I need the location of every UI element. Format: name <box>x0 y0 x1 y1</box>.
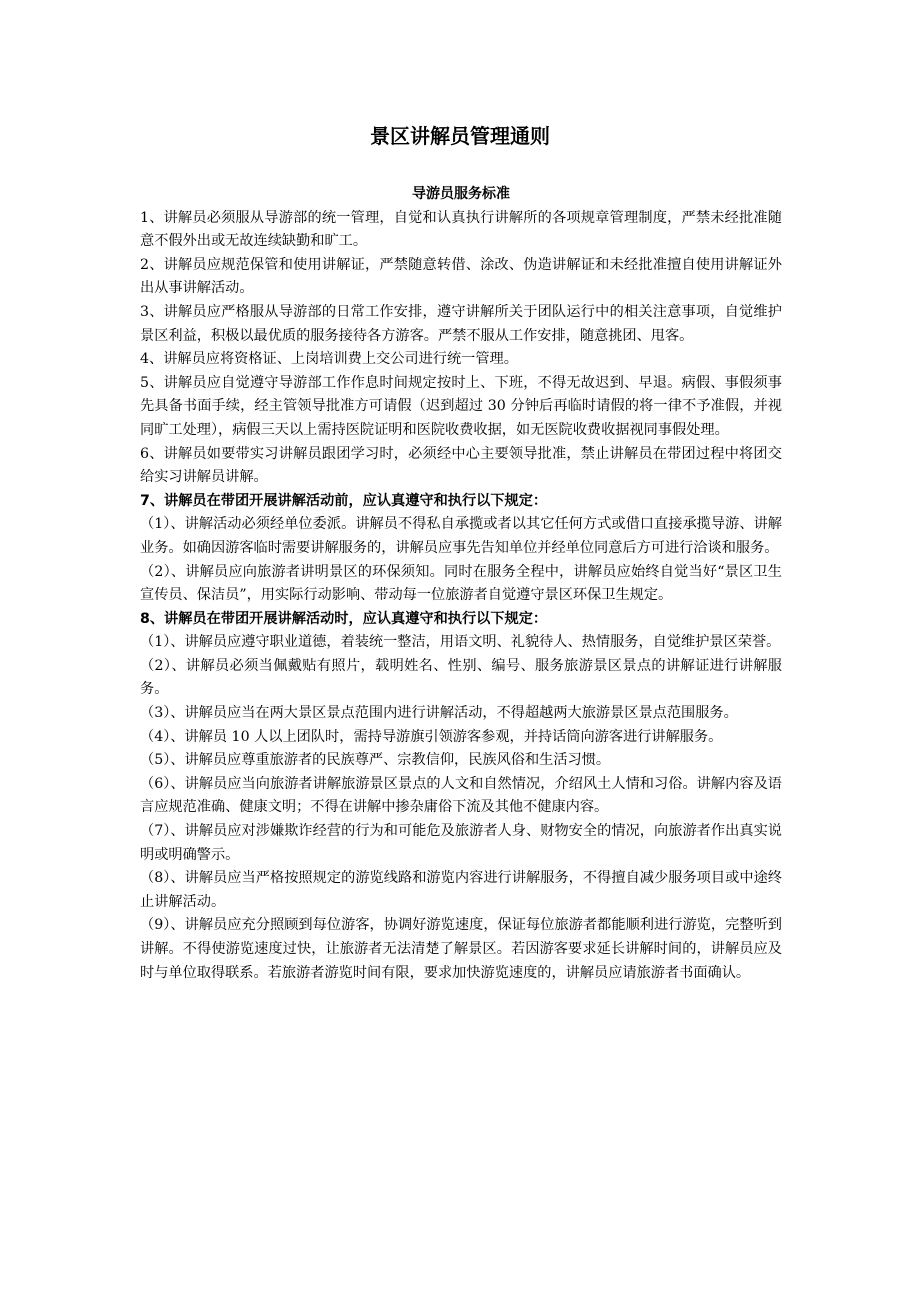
rule-paragraph: （2）、讲解员应向旅游者讲明景区的环保须知。同时在服务全程中，讲解员应始终自觉当好“景区卫生宣传员、保洁员”，用实际行动影响、带动每一位旅游者自觉遵守景区环保卫生规定。 <box>140 563 782 604</box>
rule-paragraph: （7）、讲解员应对涉嫌欺诈经营的行为和可能危及旅游者人身、财物安全的情况，向旅游者作出真实说明或明确警示。 <box>140 823 782 863</box>
rule-paragraph: （1）、讲解员应遵守职业道德，着装统一整洁，用语文明、礼貌待人、热情服务，自觉维护景区荣誉。 <box>140 634 781 651</box>
paragraph-list <box>140 207 782 986</box>
section-heading-paragraph: 8、讲解员在带团开展讲解活动时，应认真遵守和执行以下规定： <box>140 610 548 627</box>
rule-paragraph: （2）、讲解员必须当佩戴贴有照片，载明姓名、性别、编号、服务旅游景区景点的讲解证进行讲解服务。 <box>140 657 782 698</box>
document-body <box>140 183 782 985</box>
rule-paragraph: （3）、讲解员应当在两大景区景点范围内进行讲解活动，不得超越两大旅游景区景点范围服务。 <box>140 705 738 722</box>
rule-paragraph: （5）、讲解员应尊重旅游者的民族尊严、宗教信仰，民族风俗和生活习惯。 <box>140 752 611 769</box>
section-heading-paragraph: 7、讲解员在带团开展讲解活动前，应认真遵守和执行以下规定： <box>140 492 548 509</box>
rule-paragraph: 6、讲解员如要带实习讲解员跟团学习时，必须经中心主要领导批准，禁止讲解员在带团过程中将团交给实习讲解员讲解。 <box>140 445 782 486</box>
rule-paragraph: 1、讲解员必须服从导游部的统一管理，自觉和认真执行讲解所的各项规章管理制度，严禁未经批准随意不假外出或无故连续缺勤和旷工。 <box>140 209 782 250</box>
rule-paragraph: 4、讲解员应将资格证、上岗培训费上交公司进行统一管理。 <box>140 351 518 368</box>
rule-paragraph: （1）、讲解活动必须经单位委派。讲解员不得私自承揽或者以其它任何方式或借口直接承揽导游、讲解业务。如确因游客临时需要讲解服务的，讲解员应事先告知单位并经单位同意后方可进行洽谈和服务。 <box>140 516 782 556</box>
rule-paragraph: （8）、讲解员应当严格按照规定的游览线路和游览内容进行讲解服务，不得擅自减少服务项目或中途终止讲解活动。 <box>140 870 782 910</box>
rule-paragraph: 2、讲解员应规范保管和使用讲解证，严禁随意转借、涂改、伪造讲解证和未经批准擅自使用讲解证外出从事讲解活动。 <box>140 256 782 297</box>
rule-paragraph: （6）、讲解员应当向旅游者讲解旅游景区景点的人文和自然情况，介绍风土人情和习俗。讲解内容及语言应规范准确、健康文明；不得在讲解中掺杂庸俗下流及其他不健康内容。 <box>140 775 782 816</box>
rule-paragraph: 5、讲解员应自觉遵守导游部工作作息时间规定按时上、下班，不得无故迟到、早退。病假、事假须事先具备书面手续，经主管领导批准方可请假（迟到超过 30 分钟后再临时请假的将一律不予准假，并视同旷工处理），病假三天以上需持医院证明和医院收费收据，如无医院收费收据视同事假处理。 <box>140 374 782 438</box>
document-title: 景区讲解员管理通则 <box>370 124 550 148</box>
rule-paragraph: 3、讲解员应严格服从导游部的日常工作安排，遵守讲解所关于团队运行中的相关注意事项，自觉维护景区利益，积极以最优质的服务接待各方游客。严禁不服从工作安排，随意挑团、甩客。 <box>140 303 782 344</box>
section-title: 导游员服务标准 <box>412 186 510 202</box>
rule-paragraph: （9）、讲解员应充分照顾到每位游客，协调好游览速度，保证每位旅游者都能顺利进行游览，完整听到讲解。不得使游览速度过快，让旅游者无法清楚了解景区。若因游客要求延长讲解时间的，讲解员应及时与单位取得联系。若旅游者游览时间有限，要求加快游览速度的，讲解员应请旅游者书面确认。 <box>140 917 782 981</box>
rule-paragraph: （4）、讲解员 10 人以上团队时，需持导游旗引领游客参观，并持话筒向游客进行讲解服务。 <box>140 728 723 745</box>
